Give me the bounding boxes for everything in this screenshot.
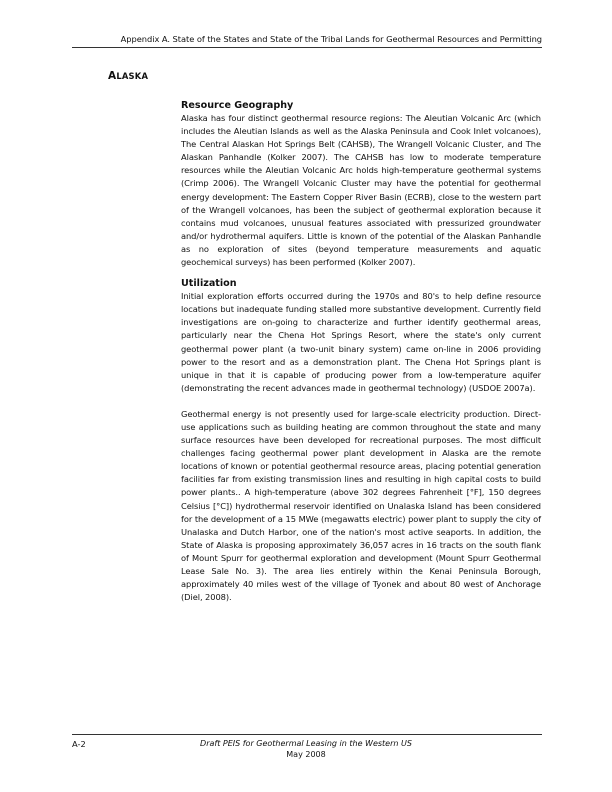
- running-header: Appendix A. State of the States and State of the Tribal Lands for Geothermal Resources and Permitting: [72, 34, 542, 48]
- resource-geography-heading: Resource Geography: [181, 100, 294, 111]
- utilization-paragraph-2: Geothermal energy is not presently used for large-scale electricity production. Direct-use applications such as building heating are common throughout the state and many surface resources have been developed for recreational purposes. The most difficult challenges facing geothermal power plant development in Alaska are the remote locations of known or potential geothermal resource areas, placing potential generation facilities far from existing transmission lines and resulting in high capital costs to build power plants.. A high-temperature (above 302 degrees Fahrenheit [°F], 150 degrees Celsius [°C]) hydrothermal reservoir identified on Unalaska Island has been considered for the development of a 15 MWe (megawatts electric) power plant to supply the city of Unalaska and Dutch Harbor, one of the nation's most active seaports. In addition, the State of Alaska is proposing approximately 36,057 acres in 16 tracts on the south flank of Mount Spurr for geothermal exploration and development (Mount Spurr Geothermal Lease Sale No. 3). The area lies entirely within the Kenai Peninsula Borough, approximately 40 miles west of the village of Tyonek and about 80 west of Anchorage (Diel, 2008).: [181, 408, 541, 603]
- section-title-initial: A: [108, 70, 117, 82]
- section-body: [181, 100, 541, 604]
- page-number: A-2: [72, 739, 86, 749]
- section-title: [108, 70, 148, 82]
- utilization-paragraph-1: Initial exploration efforts occurred during the 1970s and 80's to help define resource locations but inadequate funding stalled more substantive development. Currently field investigations are on-going to characterize and further identify geothermal areas, particularly near the Chena Hot Springs Resort, where the state's only current geothermal power plant (a two-unit binary system) came on-line in 2006 providing power to the resort and as a demonstration plant. The Chena Hot Springs plant is unique in that it is capable of producing power from a low-temperature aquifer (demonstrating the recent advances made in geothermal technology) (USDOE 2007a).: [181, 291, 541, 393]
- footer-document-title: Draft PEIS for Geothermal Leasing in the Western US: [200, 739, 412, 748]
- section-title-rest: LASKA: [116, 71, 149, 81]
- resource-geography-paragraph: Alaska has four distinct geothermal resource regions: The Aleutian Volcanic Arc (which includes the Aleutian Islands as well as the Alaska Peninsula and Cook Inlet volcanoes), The Central Alaskan Hot Springs Belt (CAHSB), The Wrangell Volcanic Cluster, and The Alaskan Panhandle (Kolker 2007). The CAHSB has low to moderate temperature resources while the Aleutian Volcanic Arc holds high-temperature geothermal systems (Crimp 2006). The Wrangell Volcanic Cluster may have the potential for geothermal energy development: The Eastern Copper River Basin (ECRB), close to the western part of the Wrangell volcanoes, has been the subject of geothermal exploration because it contains mud volcanoes, unusual features associated with pressurized groundwater and/or hydrothermal aquifers. Little is known of the potential of the Alaskan Panhandle as no exploration of sites (beyond temperature measurements and aquatic geochemical surveys) has been performed (Kolker 2007).: [181, 113, 541, 268]
- footer-date: May 2008: [286, 749, 326, 759]
- utilization-heading: Utilization: [181, 278, 237, 290]
- footer-rule: [72, 734, 542, 735]
- footer-info: [0, 739, 612, 760]
